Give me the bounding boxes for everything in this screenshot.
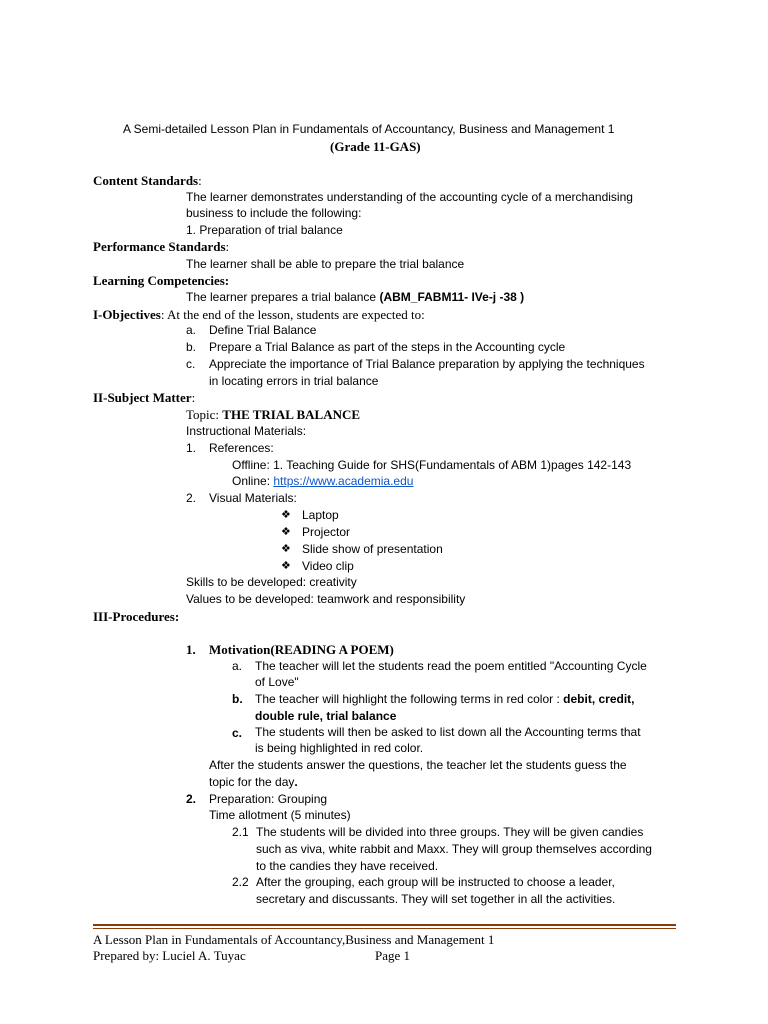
visual-item-slideshow: Slide show of presentation bbox=[302, 542, 443, 556]
preparation-s2-line2: secretary and discussants. They will set together in all the activities. bbox=[256, 892, 616, 906]
motivation-marker: 1. bbox=[186, 642, 196, 657]
objective-item-a bbox=[186, 322, 196, 339]
motivation-after-line1: After the students answer the questions, the teacher let the students guess the bbox=[209, 758, 627, 772]
motivation-b-line1 bbox=[255, 691, 635, 708]
motivation-after-period: . bbox=[294, 775, 298, 789]
learning-competencies-line bbox=[186, 289, 524, 306]
content-standards-colon: : bbox=[198, 173, 202, 188]
topic-label: Topic: bbox=[186, 407, 223, 422]
footer-title: A Lesson Plan in Fundamentals of Accountancy,Business and Management 1 bbox=[93, 932, 495, 947]
references-label: References: bbox=[209, 441, 274, 455]
online-link[interactable]: https://www.academia.edu bbox=[273, 474, 414, 488]
online-label: Online: bbox=[232, 474, 274, 488]
preparation-title: Preparation: Grouping bbox=[209, 792, 328, 806]
bullet-diamond-icon: ❖ bbox=[281, 509, 291, 521]
subject-matter-label: II-Subject Matter bbox=[93, 390, 192, 405]
bullet-diamond-icon: ❖ bbox=[281, 526, 291, 538]
preparation-s1-marker: 2.1 bbox=[232, 825, 249, 839]
document-title: A Semi-detailed Lesson Plan in Fundamentals of Accountancy, Business and Management 1 bbox=[123, 122, 615, 136]
objective-text-c-cont: in locating errors in trial balance bbox=[209, 374, 379, 388]
motivation-c-line1: The students will then be asked to list down all the Accounting terms that bbox=[255, 725, 641, 739]
performance-standards-text: The learner shall be able to prepare the trial balance bbox=[186, 257, 465, 271]
subject-matter-colon: : bbox=[191, 390, 196, 405]
objectives-intro: : At the end of the lesson, students are expected to: bbox=[160, 307, 425, 322]
content-standards-line3: 1. Preparation of trial balance bbox=[186, 223, 343, 237]
motivation-b-line2: double rule, trial balance bbox=[255, 709, 397, 723]
instructional-materials: Instructional Materials: bbox=[186, 424, 307, 438]
content-standards-label: Content Standards bbox=[93, 173, 199, 188]
objective-text-a: Define Trial Balance bbox=[209, 323, 317, 337]
preparation-time: Time allotment (5 minutes) bbox=[209, 808, 351, 822]
competency-code: (ABM_FABM11- IVe-j -38 ) bbox=[379, 290, 525, 304]
footer-rule-thin bbox=[93, 928, 676, 929]
motivation-c-line2: is being highlighted in red color. bbox=[255, 741, 424, 755]
objective-text-b: Prepare a Trial Balance as part of the steps in the Accounting cycle bbox=[209, 340, 566, 354]
motivation-a-line1: The teacher will let the students read the poem entitled "Accounting Cycle bbox=[255, 659, 647, 673]
motivation-a-marker: a. bbox=[232, 659, 243, 673]
motivation-c-marker: c. bbox=[232, 726, 243, 740]
visual-item-projector: Projector bbox=[302, 525, 351, 539]
visual-item-laptop: Laptop bbox=[302, 508, 339, 522]
motivation-after-text: topic for the day bbox=[209, 775, 295, 789]
bullet-diamond-icon: ❖ bbox=[281, 560, 291, 572]
references-marker: 1. bbox=[186, 441, 197, 455]
preparation-s2-line1: After the grouping, each group will be instructed to choose a leader, bbox=[256, 875, 615, 889]
motivation-a-line2: of Love" bbox=[255, 675, 299, 689]
objective-marker: b. bbox=[186, 340, 197, 354]
content-standards-line2: business to include the following: bbox=[186, 206, 362, 220]
footer-page-number: Page 1 bbox=[375, 948, 411, 963]
preparation-s1-line3: to the candies they have received. bbox=[256, 859, 439, 873]
objective-text-c: Appreciate the importance of Trial Balance preparation by applying the techniques bbox=[209, 357, 645, 371]
objective-marker: a. bbox=[186, 323, 197, 337]
values-line: Values to be developed: teamwork and responsibility bbox=[186, 592, 466, 606]
subject-matter-heading bbox=[93, 389, 195, 406]
online-reference bbox=[232, 473, 413, 490]
performance-standards-heading bbox=[93, 238, 229, 255]
preparation-s1-line2: such as viva, white rabbit and Maxx. They will group themselves according bbox=[256, 842, 652, 856]
objectives-heading bbox=[93, 306, 425, 323]
objective-item-c bbox=[186, 356, 195, 373]
footer-rule bbox=[93, 924, 676, 926]
objective-marker: c. bbox=[186, 357, 196, 371]
objective-item-b bbox=[186, 339, 196, 356]
learning-competencies-text: The learner prepares a trial balance bbox=[186, 290, 380, 304]
objectives-label: I-Objectives bbox=[93, 307, 161, 322]
preparation-s1-line1: The students will be divided into three groups. They will be given candies bbox=[256, 825, 644, 839]
motivation-b-marker: b. bbox=[232, 692, 243, 706]
skills-line: Skills to be developed: creativity bbox=[186, 575, 357, 589]
offline-reference: Offline: 1. Teaching Guide for SHS(Fundamentals of ABM 1)pages 142-143 bbox=[232, 458, 632, 472]
visual-item-video: Video clip bbox=[302, 559, 354, 573]
highlight-terms: debit, credit, bbox=[563, 692, 635, 706]
preparation-s2-marker: 2.2 bbox=[232, 875, 249, 889]
visual-marker: 2. bbox=[186, 491, 197, 505]
motivation-after-line2 bbox=[209, 774, 298, 791]
content-standards-line1: The learner demonstrates understanding of the accounting cycle of a merchandising bbox=[186, 190, 633, 204]
grade-label: (Grade 11-GAS) bbox=[330, 139, 421, 154]
motivation-title: Motivation(READING A POEM) bbox=[209, 642, 394, 657]
learning-competencies-heading: Learning Competencies: bbox=[93, 273, 230, 288]
visual-materials-label: Visual Materials: bbox=[209, 491, 297, 505]
bullet-diamond-icon: ❖ bbox=[281, 543, 291, 555]
topic-line bbox=[186, 406, 360, 423]
topic-title: THE TRIAL BALANCE bbox=[222, 407, 361, 422]
footer-prepared-by: Prepared by: Luciel A. Tuyac bbox=[93, 948, 246, 963]
content-standards-heading bbox=[93, 172, 202, 189]
procedures-heading: III-Procedures: bbox=[93, 609, 180, 624]
motivation-b-text: The teacher will highlight the following terms in red color : bbox=[255, 692, 564, 706]
performance-standards-colon: : bbox=[225, 239, 230, 254]
performance-standards-label: Performance Standards bbox=[93, 239, 226, 254]
preparation-marker: 2. bbox=[186, 792, 197, 806]
